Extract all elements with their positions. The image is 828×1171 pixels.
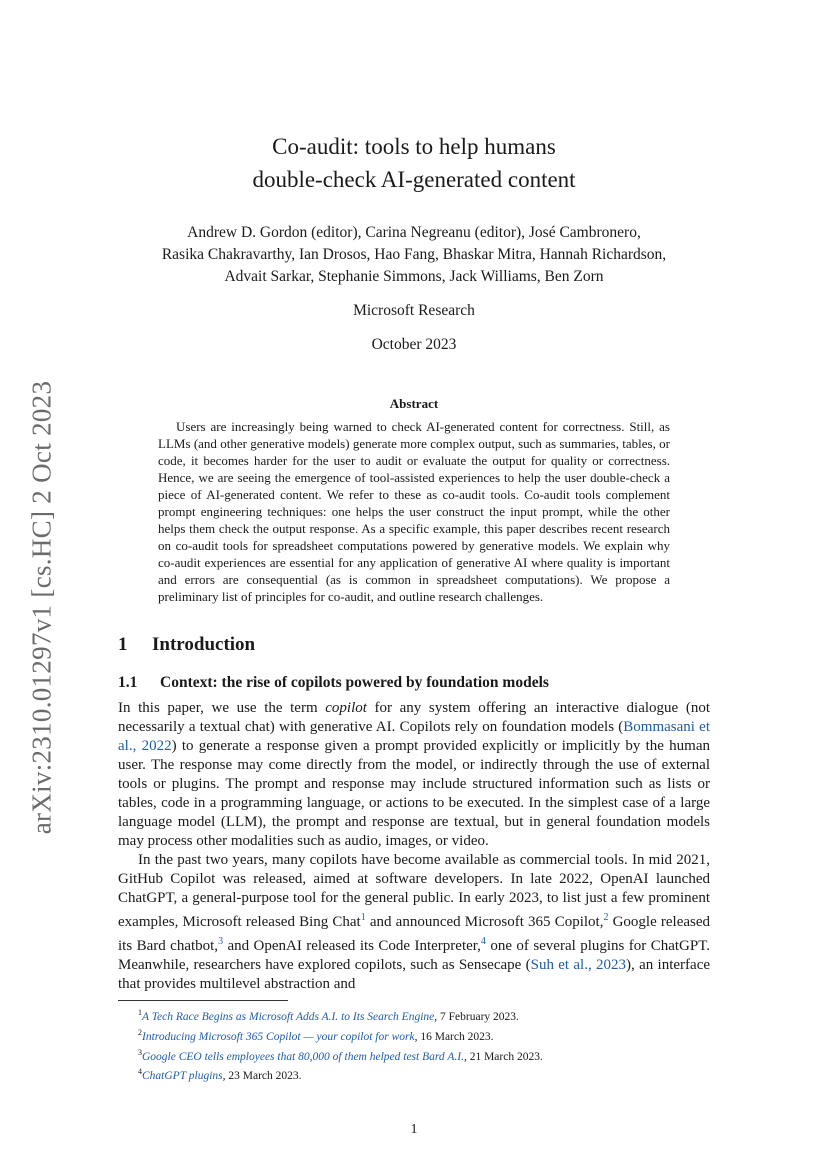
text-run: Google released its Bard chatbot, bbox=[118, 914, 711, 954]
footnote-1 bbox=[118, 1005, 710, 1025]
text-run: and OpenAI released its Code Interpreter, bbox=[223, 938, 481, 954]
footnote-ref[interactable]: 2 bbox=[603, 912, 609, 923]
footnote-link[interactable]: A Tech Race Begins as Microsoft Adds A.I. to Its Search Engine bbox=[142, 1010, 435, 1023]
text-run: In the past two years, many copilots have become available as commercial tools. In mid 2021, GitHub Copilot was released, aimed at software developers. In late 2022, OpenAI launched ChatGPT, a general-purpose tool for the general public. In early 2023, to list just a few prominent examples, Microsoft released Bing Chat bbox=[118, 852, 710, 930]
footnote-3 bbox=[118, 1045, 710, 1065]
authors-line-2: Rasika Chakravarthy, Ian Drosos, Hao Fang, Bhaskar Mitra, Hannah Richardson, bbox=[161, 246, 667, 263]
paragraph-2 bbox=[118, 851, 710, 994]
footnote-number: 4 bbox=[138, 1067, 142, 1077]
paragraph-1 bbox=[118, 699, 710, 851]
section-number: 1 bbox=[118, 634, 128, 655]
footnote-ref[interactable]: 1 bbox=[360, 912, 366, 923]
footnote-4 bbox=[118, 1064, 710, 1084]
affiliation: Microsoft Research bbox=[353, 302, 475, 319]
abstract-heading: Abstract bbox=[389, 396, 439, 411]
title-line-1: Co-audit: tools to help humans bbox=[272, 134, 556, 159]
paper-page bbox=[118, 130, 710, 1084]
authors-line-1: Andrew D. Gordon (editor), Carina Negreanu (editor), José Cambronero, bbox=[187, 224, 641, 241]
text-run: ), an interface that provides multilevel abstraction and bbox=[118, 957, 711, 992]
authors-line-3: Advait Sarkar, Stephanie Simmons, Jack Williams, Ben Zorn bbox=[224, 268, 604, 285]
subsection-heading bbox=[118, 673, 710, 693]
footnote-link[interactable]: Google CEO tells employees that 80,000 of them helped test Bard A.I. bbox=[142, 1050, 464, 1063]
text-run: for any system offering an interactive dialogue (not necessarily a textual chat) with generative AI. Copilots rely on foundation models ( bbox=[118, 700, 710, 735]
arxiv-sidebar bbox=[20, 372, 64, 842]
text-run: and announced Microsoft 365 Copilot, bbox=[365, 914, 604, 930]
citation-link[interactable]: Suh et al., 2023 bbox=[530, 957, 627, 973]
footnote-2 bbox=[118, 1025, 710, 1045]
footnote-ref[interactable]: 4 bbox=[480, 936, 486, 947]
text-run: ) to generate a response given a prompt provided explicitly or implicitly by the human user. The response may come directly from the model, or indirectly through the use of external tools or plugins. The prompt and response may include structured information such as lists or tables, code in a programming language, or actions to be executed. In the simplest case of a large language model (LLM), the prompt and response are textual, but in general foundation models may process other modalities such as audio, images, or video. bbox=[118, 738, 710, 849]
subsection-number: 1.1 bbox=[118, 674, 138, 691]
footnotes bbox=[118, 1000, 710, 1084]
subsection-title: Context: the rise of copilots powered by foundation models bbox=[160, 674, 549, 691]
abstract bbox=[158, 396, 670, 605]
footnote-number: 3 bbox=[138, 1047, 142, 1057]
emphasis-copilot: copilot bbox=[325, 700, 367, 716]
paper-title bbox=[118, 130, 710, 196]
author-list bbox=[118, 222, 710, 288]
section-title: Introduction bbox=[152, 634, 256, 655]
footnote-date: , 16 March 2023. bbox=[414, 1030, 494, 1043]
footnote-link[interactable]: ChatGPT plugins bbox=[142, 1070, 223, 1083]
footnote-ref[interactable]: 3 bbox=[218, 936, 224, 947]
footnote-date: , 7 February 2023. bbox=[434, 1010, 519, 1023]
title-line-2: double-check AI-generated content bbox=[252, 167, 576, 192]
abstract-text: Users are increasingly being warned to check AI-generated content for correctness. Still, as LLMs (and other generative models) generate more complex output, such as summaries, tables, or code, it becomes harder for the user to audit or evaluate the output for quality or correctness. Hence, we are seeing the emergence of tool-assisted experiences to help the user double-check a piece of AI-generated content. We refer to these as co-audit tools. Co-audit tools complement prompt engineering techniques: one helps the user construct the input prompt, while the other helps them check the output response. As a specific example, this paper describes recent research on co-audit tools for spreadsheet computations powered by generative models. We explain why co-audit experiences are essential for any application of generative AI where quality is important and errors are consequential (as is common in spreadsheet computations). We propose a preliminary list of principles for co-audit, and outline research challenges. bbox=[158, 419, 670, 604]
footnote-rule bbox=[118, 1000, 288, 1001]
footnote-date: , 23 March 2023. bbox=[222, 1070, 302, 1083]
text-run: one of several plugins for ChatGPT. Meanwhile, researchers have explored copilots, such as Sensecape ( bbox=[118, 938, 710, 973]
footnote-number: 2 bbox=[138, 1027, 142, 1037]
citation-link[interactable]: Bommasani et al., 2022 bbox=[118, 719, 710, 754]
footnote-date: , 21 March 2023. bbox=[463, 1050, 543, 1063]
footnote-link[interactable]: Introducing Microsoft 365 Copilot — your copilot for work bbox=[142, 1030, 415, 1043]
publication-date: October 2023 bbox=[371, 336, 457, 353]
text-run: In this paper, we use the term bbox=[118, 700, 326, 716]
arxiv-identifier: arXiv:2310.01297v1 [cs.HC] 2 Oct 2023 bbox=[26, 380, 57, 834]
section-heading bbox=[118, 633, 710, 657]
title-block bbox=[118, 130, 710, 356]
footnote-number: 1 bbox=[138, 1008, 142, 1017]
page-number: 1 bbox=[410, 1122, 418, 1137]
